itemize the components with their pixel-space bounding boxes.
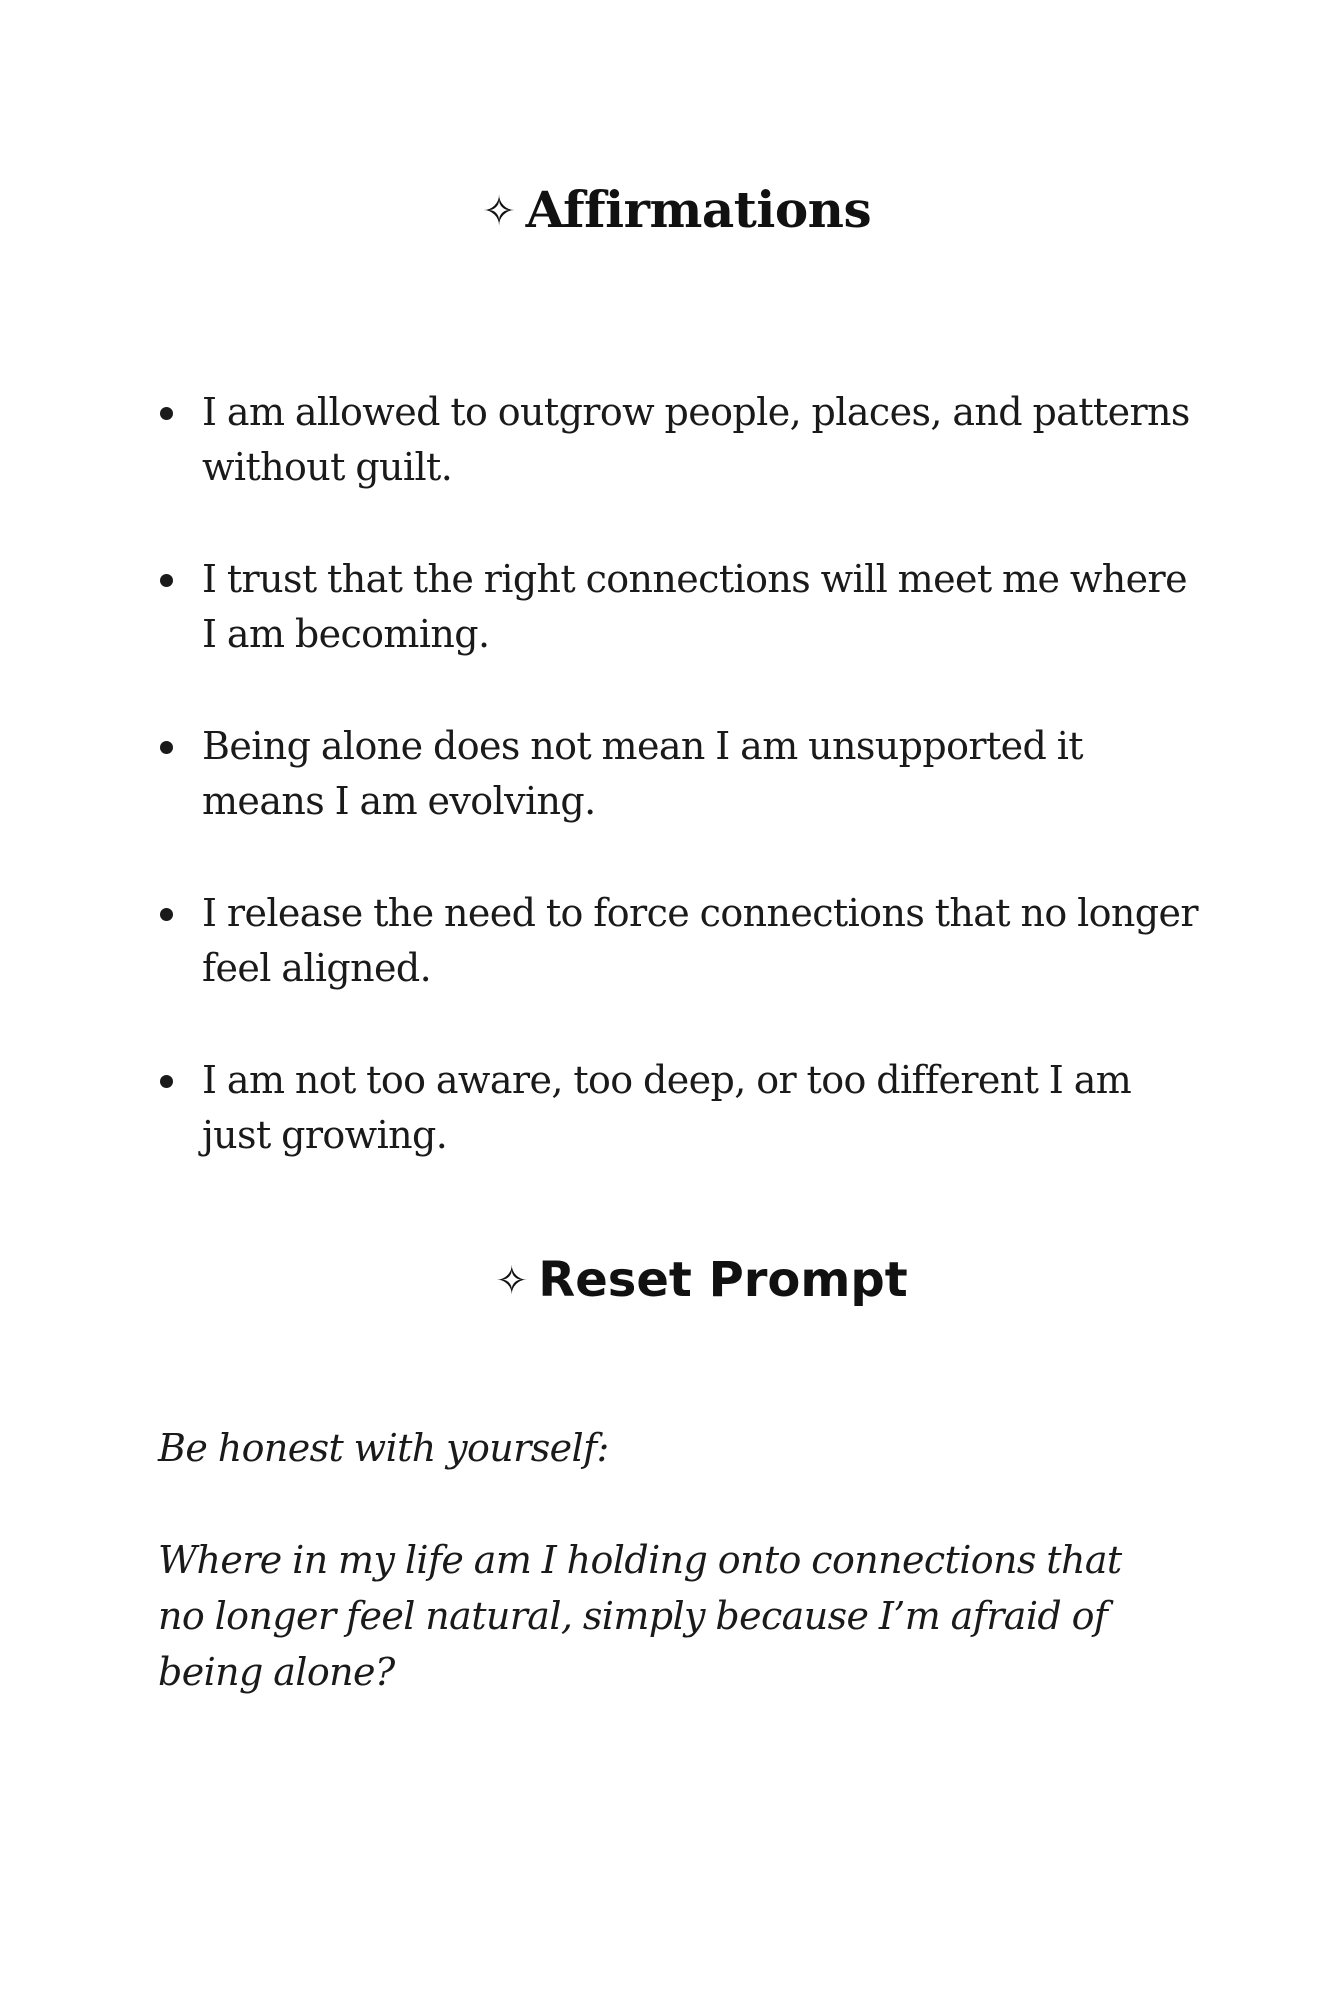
affirmation-text: I trust that the right connections will meet me where I am becoming. [202, 557, 1187, 656]
bullet-icon [160, 407, 173, 420]
affirmation-text: Being alone does not mean I am unsupported it means I am evolving. [202, 724, 1083, 823]
affirmations-heading [0, 180, 1333, 243]
affirmation-list [160, 385, 1200, 1220]
list-item [160, 1053, 1200, 1163]
prompt-intro: Be honest with yourself: [158, 1426, 609, 1470]
bullet-icon [160, 574, 173, 587]
affirmation-text: I release the need to force connections that no longer feel aligned. [202, 891, 1198, 990]
list-item [160, 552, 1200, 662]
bullet-icon [160, 741, 173, 754]
list-item [160, 719, 1200, 829]
prompt-question: Where in my life am I holding onto connections that no longer feel natural, simply because I’m afraid of being alone? [158, 1538, 1122, 1694]
sparkle-icon: ✧ [481, 187, 516, 235]
reset-prompt-title: Reset Prompt [538, 1252, 908, 1308]
list-item [160, 886, 1200, 996]
sparkle-icon: ✧ [495, 1258, 529, 1304]
bullet-icon [160, 1075, 173, 1088]
reset-prompt-heading [0, 1250, 1333, 1313]
affirmation-text: I am allowed to outgrow people, places, and patterns without guilt. [202, 390, 1190, 489]
list-item [160, 385, 1200, 495]
bullet-icon [160, 908, 173, 921]
affirmations-title: Affirmations [525, 180, 872, 239]
affirmation-text: I am not too aware, too deep, or too different I am just growing. [202, 1058, 1132, 1157]
